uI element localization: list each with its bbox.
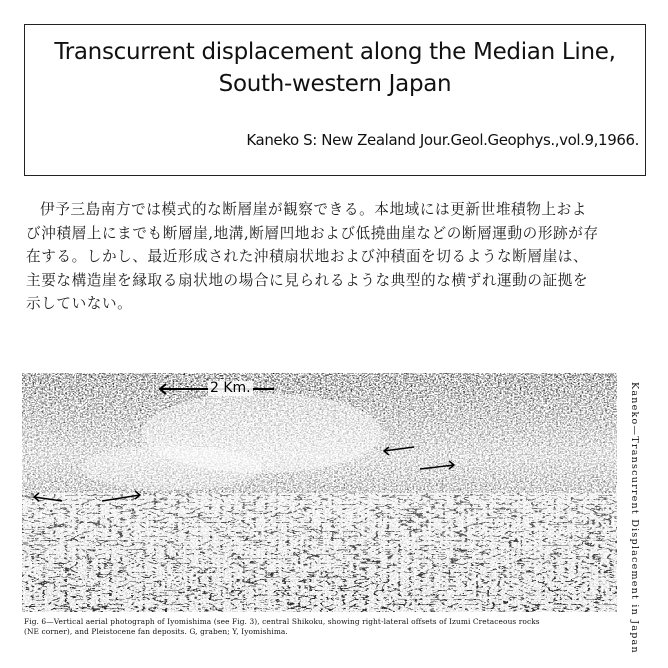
figure-caption <box>24 617 624 637</box>
citation: Kaneko S: New Zealand Jour.Geol.Geophys.,vol.9,1966. <box>246 131 639 149</box>
caption-line: (NE corner), and Pleistocene fan deposits. G, graben; Y, Iyomishima. <box>24 627 288 636</box>
aerial-photo-texture <box>22 373 617 612</box>
japanese-summary <box>26 198 644 316</box>
summary-line: 在する。しかし、最近形成された沖積扇状地および沖積面を切るような断層崖は、 <box>26 248 589 265</box>
summary-line: 示していない。 <box>26 295 133 312</box>
caption-line: Fig. 6—Vertical aerial photograph of Iyomishima (see Fig. 3), central Shikoku, showing right-lateral offsets of Izumi Cretaceous rocks <box>24 617 540 626</box>
summary-line: 伊予三島南方では模式的な断層崖が観察できる。本地域には更新世堆積物上およ <box>40 201 587 218</box>
title-line-1: Transcurrent displacement along the Median Line, <box>54 39 616 65</box>
aerial-photograph <box>22 373 617 612</box>
summary-line: 主要な構造崖を縁取る扇状地の場合に見られるような典型的な横ずれ運動の証拠を <box>26 271 589 289</box>
title-line-2: South-western Japan <box>218 71 452 97</box>
title-box <box>24 24 646 176</box>
scale-label: 2 Km. <box>210 380 251 396</box>
running-head: Kaneko—Transcurrent Displacement in Japan <box>629 382 640 654</box>
summary-line: び沖積層上にまでも断層崖,地溝,断層凹地および低撓曲崖などの断層運動の形跡が存 <box>26 224 599 242</box>
